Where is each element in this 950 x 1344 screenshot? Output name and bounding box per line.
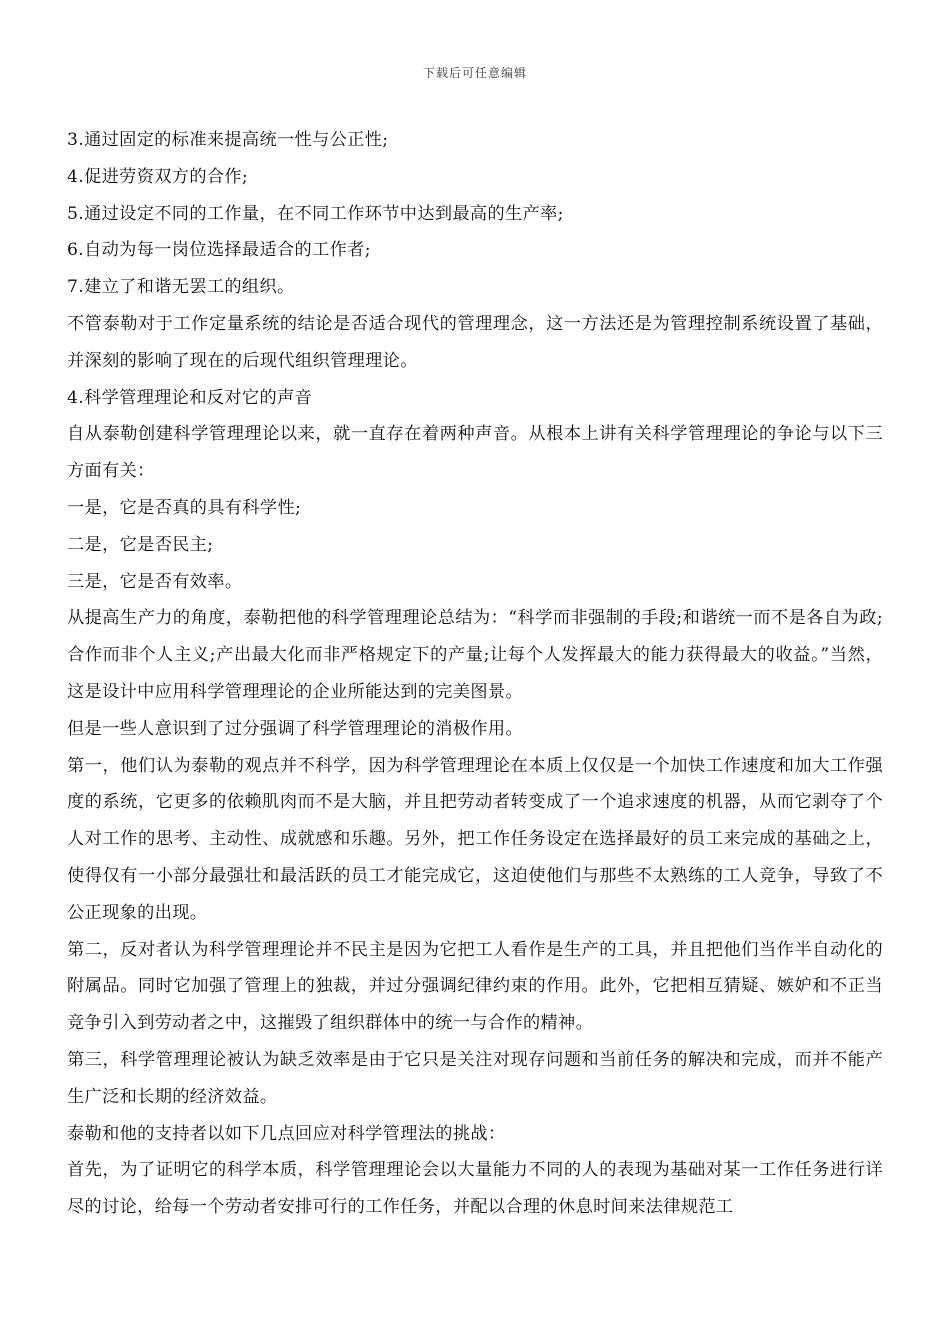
paragraph-intro: 自从泰勒创建科学管理理论以来，就一直存在着两种声音。从根本上讲有关科学管理理论的争论与以下三方面有关： [67, 424, 883, 482]
list-item-5: 5.通过设定不同的工作量，在不同工作环节中达到最高的生产率; [67, 203, 564, 224]
paragraph-productivity: 从提高生产力的角度，泰勒把他的科学管理理论总结为：“科学而非强制的手段;和谐统一而不是各自为政;合作而非个人主义;产出最大化而非严格规定下的产量;让每个人发挥最大的能力获得最大的收益。”当然，这是设计中应用科学管理理论的企业所能达到的完美图景。 [67, 608, 883, 702]
paragraph-first-objection: 第一，他们认为泰勒的观点并不科学，因为科学管理理论在本质上仅仅是一个加快工作速度和加大工作强度的系统，它更多的依赖肌肉而不是大脑，并且把劳动者转变成了一个追求速度的机器，从而它剥夺了个人对工作的思考、主动性、成就感和乐趣。另外，把工作任务设定在选择最好的员工来完成的基础之上，使得仅有一小部分最强壮和最活跃的员工才能完成它，这迫使他们与那些不太熟练的工人竞争，导致了不公正现象的出现。 [67, 755, 883, 923]
point-one: 一是，它是否真的具有科学性; [67, 497, 302, 518]
section-heading: 4.科学管理理论和反对它的声音 [67, 387, 313, 408]
paragraph-third-objection: 第三，科学管理理论被认为缺乏效率是由于它只是关注对现存问题和当前任务的解决和完成，而并不能产生广泛和长期的经济效益。 [67, 1049, 883, 1107]
paragraph-first-response: 首先，为了证明它的科学本质，科学管理理论会以大量能力不同的人的表现为基础对某一工作任务进行详尽的讨论，给每一个劳动者安排可行的工作任务，并配以合理的休息时间来法律规范工 [67, 1160, 883, 1218]
list-item-3: 3.通过固定的标准来提高统一性与公正性; [67, 130, 389, 150]
list-item-4: 4.促进劳资双方的合作; [67, 166, 249, 187]
header-text: 下载后可任意编辑 [422, 66, 527, 80]
page-header [0, 64, 950, 81]
point-two: 二是，它是否民主; [67, 534, 214, 555]
point-three: 三是，它是否有效率。 [67, 571, 243, 592]
document-body [67, 122, 883, 1226]
paragraph-second-objection: 第二，反对者认为科学管理理论并不民主是因为它把工人看作是生产的工具，并且把他们当作半自动化的附属品。同时它加强了管理上的独裁，并过分强调纪律约束的作用。此外，它把相互猜疑、嫉妒和不正当竞争引入到劳动者之中，这摧毁了组织群体中的统一与合作的精神。 [67, 939, 883, 1034]
paragraph-response: 泰勒和他的支持者以如下几点回应对科学管理法的挑战： [67, 1123, 506, 1144]
list-item-6: 6.自动为每一岗位选择最适合的工作者; [67, 240, 371, 261]
list-item-7: 7.建立了和谐无罢工的组织。 [67, 277, 295, 298]
paragraph-negative: 但是一些人意识到了过分强调了科学管理理论的消极作用。 [67, 718, 523, 739]
paragraph-conclusion: 不管泰勒对于工作定量系统的结论是否适合现代的管理理念，这一方法还是为管理控制系统设置了基础，并深刻的影响了现在的后现代组织管理理论。 [67, 313, 883, 371]
